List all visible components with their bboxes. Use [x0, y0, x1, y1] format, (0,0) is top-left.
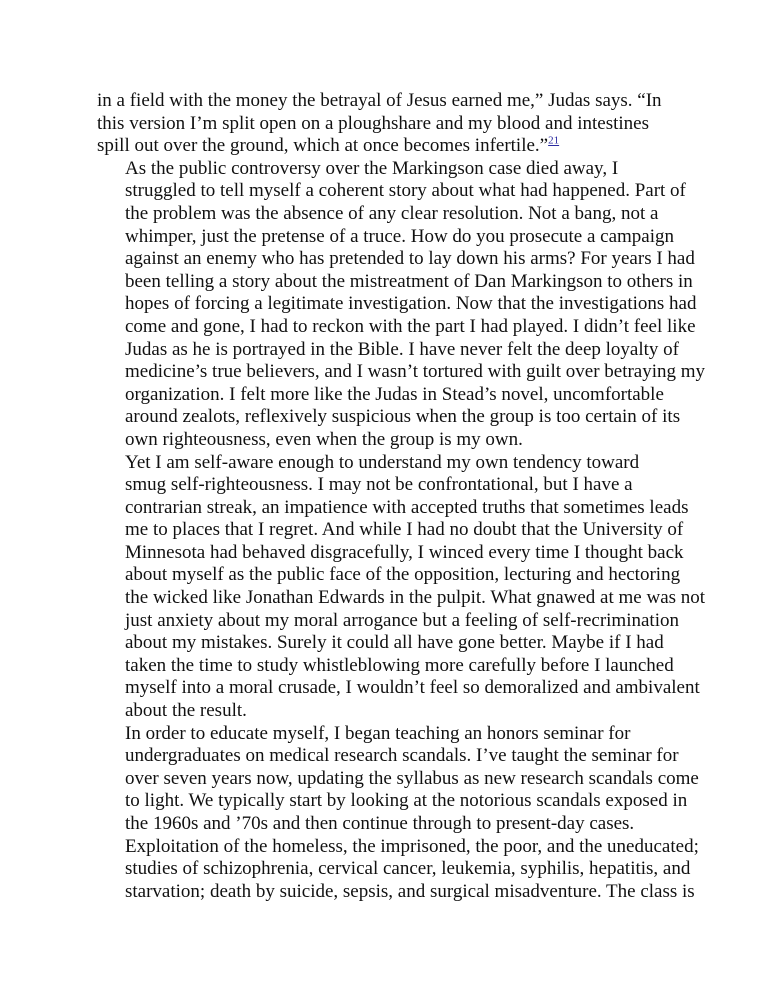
paragraph-2	[97, 158, 717, 452]
text-line: this version I’m split open on a ploughshare and my blood and intestines	[97, 112, 649, 134]
paragraph-4	[97, 723, 717, 904]
text-line: hopes of forcing a legitimate investigation. Now that the investigations had	[125, 293, 697, 315]
text-line: about myself as the public face of the opposition, lecturing and hectoring	[125, 564, 681, 586]
text-line: around zealots, reflexively suspicious when the group is too certain of its	[125, 406, 681, 428]
text-line: own righteousness, even when the group is my own.	[125, 428, 523, 450]
text-line: Minnesota had behaved disgracefully, I winced every time I thought back	[125, 541, 684, 563]
text-line-content: spill out over the ground, which at once becomes infertile.”	[97, 135, 549, 157]
text-line: about the result.	[125, 700, 247, 722]
text-line: me to places that I regret. And while I had no doubt that the University of	[125, 519, 684, 541]
text-line: been telling a story about the mistreatment of Dan Markingson to others in	[125, 270, 693, 292]
text-line: over seven years now, updating the syllabus as new research scandals come	[125, 767, 699, 789]
text-line: to light. We typically start by looking at the notorious scandals exposed in	[125, 790, 688, 812]
text-line: the 1960s and ’70s and then continue through to present-day cases.	[125, 813, 635, 834]
text-line: medicine’s true believers, and I wasn’t tortured with guilt over betraying my	[125, 361, 706, 383]
footnote-link[interactable]: 21	[548, 134, 560, 147]
text-line: studies of schizophrenia, cervical cancer, leukemia, syphilis, hepatitis, and	[125, 858, 691, 880]
text-line: starvation; death by suicide, sepsis, and surgical misadventure. The class is	[125, 880, 695, 902]
paragraph-1	[97, 90, 717, 158]
text-line: the wicked like Jonathan Edwards in the pulpit. What gnawed at me was not	[125, 587, 706, 609]
text-line: in a field with the money the betrayal of Jesus earned me,” Judas says. “In	[97, 90, 662, 111]
text-line	[97, 135, 717, 158]
text-line: whimper, just the pretense of a truce. How do you prosecute a campaign	[125, 225, 675, 247]
text-line: about my mistakes. Surely it could all have gone better. Maybe if I had	[125, 632, 664, 654]
text-line: struggled to tell myself a coherent story about what had happened. Part of	[125, 180, 686, 202]
paragraph-3	[97, 452, 717, 723]
text-line: organization. I felt more like the Judas in Stead’s novel, uncomfortable	[125, 383, 664, 405]
book-page	[97, 90, 717, 903]
text-line: against an enemy who has pretended to lay down his arms? For years I had	[125, 248, 695, 270]
text-line: just anxiety about my moral arrogance but a feeling of self-recrimination	[125, 609, 679, 631]
text-line: Yet I am self-aware enough to understand my own tendency toward	[125, 451, 640, 473]
text-line: the problem was the absence of any clear resolution. Not a bang, not a	[125, 202, 659, 224]
text-line: Exploitation of the homeless, the imprisoned, the poor, and the uneducated;	[125, 835, 699, 857]
text-line: undergraduates on medical research scandals. I’ve taught the seminar for	[125, 745, 679, 767]
text-line: In order to educate myself, I began teaching an honors seminar for	[125, 722, 631, 744]
text-line: contrarian streak, an impatience with accepted truths that sometimes leads	[125, 496, 689, 518]
text-line: taken the time to study whistleblowing more carefully before I launched	[125, 654, 674, 676]
text-line: smug self-righteousness. I may not be confrontational, but I have a	[125, 474, 633, 496]
text-line: Judas as he is portrayed in the Bible. I have never felt the deep loyalty of	[125, 338, 679, 360]
text-line: come and gone, I had to reckon with the part I had played. I didn’t feel like	[125, 315, 696, 337]
text-line: As the public controversy over the Markingson case died away, I	[125, 157, 619, 179]
text-line: myself into a moral crusade, I wouldn’t feel so demoralized and ambivalent	[125, 677, 700, 699]
